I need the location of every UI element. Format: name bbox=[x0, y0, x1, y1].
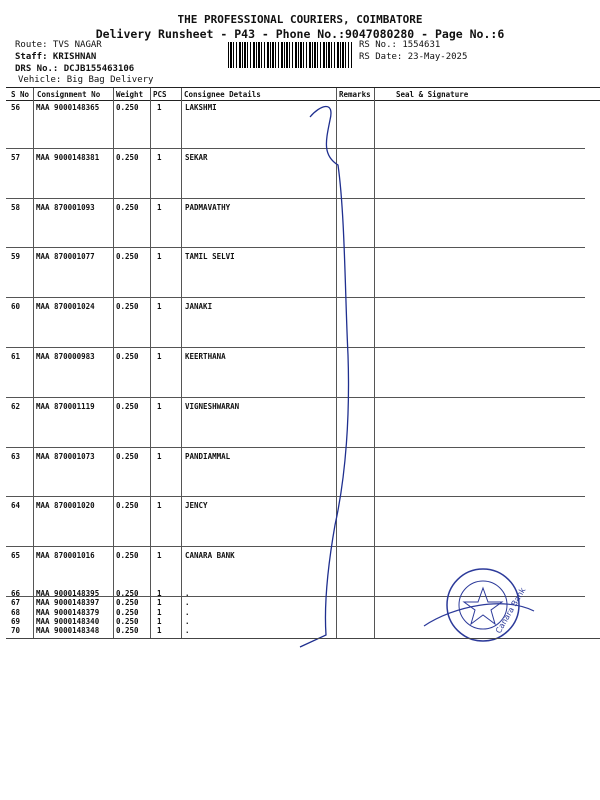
compact-row-sno: 68 bbox=[11, 607, 21, 617]
compact-row-sno: 69 bbox=[11, 616, 21, 626]
row-pcs: 1 bbox=[157, 501, 162, 511]
row-consignment: MAA 870001024 bbox=[36, 302, 95, 312]
col-pcs: PCS bbox=[153, 90, 167, 99]
compact-row-sno: 67 bbox=[11, 598, 21, 608]
col-line-remarks bbox=[374, 88, 375, 638]
row-pcs: 1 bbox=[157, 401, 162, 411]
row-consignee: PADMAVATHY bbox=[185, 202, 231, 212]
row-consignee: KEERTHANA bbox=[185, 352, 226, 361]
row-weight: 0.250 bbox=[116, 252, 139, 262]
compact-row-weight: 0.250 bbox=[116, 616, 139, 626]
row-consignment: MAA 870001016 bbox=[36, 551, 95, 561]
compact-row-pcs: 1 bbox=[157, 589, 162, 598]
row-consignee: JENCY bbox=[185, 501, 208, 511]
compact-row-consignment: MAA 9000148379 bbox=[36, 607, 100, 617]
row-consignee: TAMIL SELVI bbox=[185, 252, 235, 262]
row-sno: 57 bbox=[11, 152, 21, 162]
col-consignee: Consignee Details bbox=[184, 90, 261, 99]
col-weight: Weight bbox=[116, 90, 144, 99]
col-line-sno bbox=[33, 88, 34, 638]
row-pcs: 1 bbox=[157, 451, 162, 461]
row-consignment: MAA 870001119 bbox=[36, 401, 95, 411]
compact-row-pcs: 1 bbox=[157, 607, 162, 617]
row-consignee: LAKSHMI bbox=[185, 103, 217, 112]
row-consignment: MAA 870001093 bbox=[36, 202, 95, 212]
compact-row-weight: 0.250 bbox=[116, 607, 139, 617]
compact-row-sno: 70 bbox=[11, 626, 21, 636]
company-title: THE PROFESSIONAL COURIERS, COIMBATORE bbox=[177, 13, 423, 26]
route-label: Route: TVS NAGAR bbox=[15, 40, 102, 50]
compact-row-consignment: MAA 9000148340 bbox=[36, 616, 100, 626]
row-sno: 58 bbox=[11, 202, 21, 212]
row-weight: 0.250 bbox=[116, 302, 139, 312]
rs-number: RS No.: 1554631 bbox=[359, 40, 441, 50]
compact-row-consignee: . bbox=[185, 607, 190, 617]
staff-label: Staff: KRISHNAN bbox=[15, 52, 97, 62]
compact-row-consignee: . bbox=[185, 598, 190, 608]
compact-row-pcs: 1 bbox=[157, 598, 162, 608]
row-weight: 0.250 bbox=[116, 202, 139, 212]
barcode bbox=[228, 42, 352, 68]
compact-row-consignee: . bbox=[185, 589, 190, 598]
col-signature: Seal & Signature bbox=[396, 90, 469, 99]
compact-row-consignment: MAA 9000148397 bbox=[36, 598, 100, 608]
row-sno: 64 bbox=[11, 501, 21, 511]
row-consignment: MAA 870001020 bbox=[36, 501, 95, 511]
row-consignment: MAA 870000983 bbox=[36, 352, 95, 361]
row-consignee: SEKAR bbox=[185, 152, 208, 162]
row-weight: 0.250 bbox=[116, 501, 139, 511]
row-weight: 0.250 bbox=[116, 551, 139, 561]
row-consignee: CANARA BANK bbox=[185, 551, 235, 561]
rs-date: RS Date: 23-May-2025 bbox=[359, 52, 468, 62]
compact-row-consignment: MAA 9000148348 bbox=[36, 626, 100, 636]
compact-row-consignee: . bbox=[185, 626, 190, 636]
col-line-weight bbox=[150, 88, 151, 638]
row-consignment: MAA 9000148365 bbox=[36, 103, 100, 112]
compact-row-weight: 0.250 bbox=[116, 589, 139, 598]
row-sno: 60 bbox=[11, 302, 21, 312]
row-pcs: 1 bbox=[157, 152, 162, 162]
drs-number: DRS No.: DCJB155463106 bbox=[15, 64, 135, 74]
col-line-consignment bbox=[113, 88, 114, 638]
compact-row-weight: 0.250 bbox=[116, 598, 139, 608]
row-sno: 61 bbox=[11, 352, 21, 361]
col-line-pcs bbox=[181, 88, 182, 638]
row-sno: 65 bbox=[11, 551, 21, 561]
row-weight: 0.250 bbox=[116, 152, 139, 162]
row-weight: 0.250 bbox=[116, 352, 139, 361]
row-consignment: MAA 870001077 bbox=[36, 252, 95, 262]
col-consignment: Consignment No bbox=[37, 90, 101, 99]
compact-row-weight: 0.250 bbox=[116, 626, 139, 636]
row-consignment: MAA 9000148381 bbox=[36, 152, 100, 162]
compact-row-pcs: 1 bbox=[157, 626, 162, 636]
row-consignee: VIGNESHWARAN bbox=[185, 401, 240, 411]
row-weight: 0.250 bbox=[116, 401, 139, 411]
table-bottom-border bbox=[6, 638, 600, 639]
signature-stroke bbox=[300, 106, 348, 647]
row-weight: 0.250 bbox=[116, 103, 139, 112]
col-sno: S No bbox=[11, 90, 30, 99]
row-pcs: 1 bbox=[157, 302, 162, 312]
row-consignment: MAA 870001073 bbox=[36, 451, 95, 461]
row-sno: 56 bbox=[11, 103, 21, 112]
runsheet-subtitle: Delivery Runsheet - P43 - Phone No.:9047080280 - Page No.:6 bbox=[95, 27, 505, 41]
compact-row-consignee: . bbox=[185, 616, 190, 626]
row-consignee: PANDIAMMAL bbox=[185, 451, 231, 461]
vehicle-label: Vehicle: Big Bag Delivery bbox=[18, 75, 154, 85]
canara-bank-seal bbox=[444, 566, 528, 644]
col-remarks: Remarks bbox=[339, 90, 371, 99]
row-pcs: 1 bbox=[157, 551, 162, 561]
row-pcs: 1 bbox=[157, 352, 162, 361]
row-pcs: 1 bbox=[157, 103, 162, 112]
compact-row-sno: 66 bbox=[11, 589, 21, 598]
row-consignee: JANAKI bbox=[185, 302, 213, 312]
seal-text: Canara Bank bbox=[493, 586, 528, 635]
row-sno: 63 bbox=[11, 451, 21, 461]
row-weight: 0.250 bbox=[116, 451, 139, 461]
row-sno: 62 bbox=[11, 401, 21, 411]
compact-row-consignment: MAA 9000148395 bbox=[36, 589, 100, 598]
table-top-border bbox=[6, 87, 600, 88]
row-pcs: 1 bbox=[157, 252, 162, 262]
row-sno: 59 bbox=[11, 252, 21, 262]
row-pcs: 1 bbox=[157, 202, 162, 212]
compact-row-pcs: 1 bbox=[157, 616, 162, 626]
signature-scribble bbox=[290, 95, 370, 655]
